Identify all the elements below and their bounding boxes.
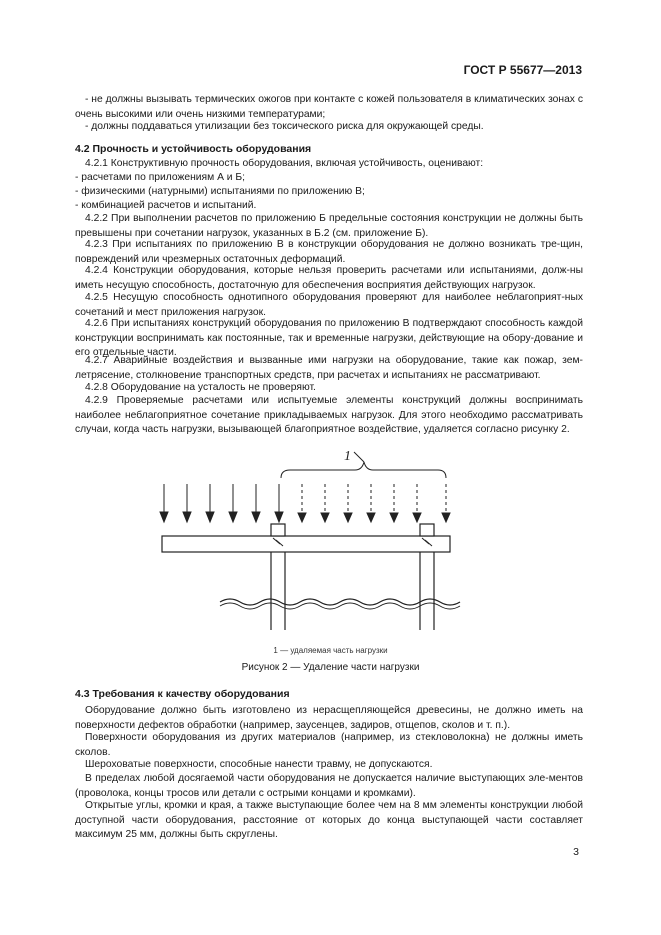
section-4-2-heading: 4.2 Прочность и устойчивость оборудования	[75, 143, 312, 155]
para-4-3-2: Поверхности оборудования из других материалов (например, из стекловолокна) не должны иметь сколов.	[75, 732, 583, 758]
bullet-calc: - расчетами по приложениям А и Б;	[75, 172, 246, 183]
solid-load-arrows	[160, 484, 283, 522]
para-4-2-4: 4.2.4 Конструкции оборудования, которые нельзя проверить расчетами или испытаниями, долж-ны иметь несущую способность, достаточную для обеспечения восприятия действующих нагрузок.	[75, 265, 583, 291]
standard-code: ГОСТ Р 55677—2013	[463, 63, 582, 77]
beam	[162, 536, 450, 552]
figure-note: 1 — удаляемая часть нагрузки	[273, 646, 388, 655]
page-number: 3	[573, 846, 579, 858]
para-4-2-7: 4.2.7 Аварийные воздействия и вызванные ими нагрузки на оборудование, такие как пожар, зем-летрясение, столкновение транспортных средств, при расчетах и испытаниях не рассматривают.	[75, 355, 583, 381]
para-4-2-5: 4.2.5 Несущую способность однотипного оборудования проверяют для наиболее неблагоприят-ных сочетаний и мест приложения нагрузок.	[75, 292, 583, 318]
intro-bullet-2: - должны поддаваться утилизации без токсического риска для окружающей среды.	[85, 121, 484, 132]
para-4-2-9: 4.2.9 Проверяемые расчетами или испытуемые элементы конструкций должны воспринимать наиболее неблагоприятное сочетание прикладываемых нагрузок. Для этого необходимо рассматривать случаи, когда часть нагрузки, вызывающей благоприятное воздействие, удаляется согласно рисунку 2.	[75, 395, 583, 436]
figure-load-removal	[150, 440, 480, 640]
para-4-2-1: 4.2.1 Конструктивную прочность оборудования, включая устойчивость, оценивают:	[85, 158, 484, 169]
bullet-tests: - физическими (натурными) испытаниями по приложению В;	[75, 186, 365, 197]
figure-caption: Рисунок 2 — Удаление части нагрузки	[241, 662, 420, 673]
bullet-combo: - комбинацией расчетов и испытаний.	[75, 200, 257, 211]
figure-label-1: 1	[344, 449, 351, 464]
para-4-3-3: Шероховатые поверхности, способные нанести травму, не допускаются.	[85, 759, 433, 770]
section-4-3-heading: 4.3 Требования к качеству оборудования	[75, 688, 290, 700]
para-4-3-5: Открытые углы, кромки и края, а также выступающие более чем на 8 мм элементы конструкции любой доступной части оборудования, расстояние от которых до конца выступающей части составляет максимум 25 мм, должны быть скруглены.	[75, 800, 583, 841]
brace-leader	[354, 452, 364, 462]
brace-bracket	[281, 462, 446, 478]
removed-load-arrows	[298, 484, 450, 522]
para-4-2-6: 4.2.6 При испытаниях конструкций оборудования по приложению В подтверждают способность каждой конструкции воспринимать как постоянные, так и временные нагрузки, действующие на обору-дование и его отдельные части.	[75, 318, 583, 359]
para-4-2-8: 4.2.8 Оборудование на усталость не проверяют.	[85, 382, 316, 393]
para-4-2-2: 4.2.2 При выполнении расчетов по приложению Б предельные состояния конструкции не должны быть превышены при сочетании нагрузок, указанных в Б.2 (см. приложение Б).	[75, 213, 583, 239]
para-4-3-1: Оборудование должно быть изготовлено из нерасщепляющейся древесины, не должно иметь на поверхности дефектов обработки (например, заусенцев, задиров, отщепов, сколов и т. п.).	[75, 705, 583, 731]
para-4-2-3: 4.2.3 При испытаниях по приложению В в конструкции оборудования не должно возникать тре-щин, повреждений или чрезмерных остаточных деформаций.	[75, 239, 583, 265]
para-4-3-4: В пределах любой досягаемой части оборудования не допускается наличие выступающих эле-ментов (проволока, концы тросов или детали с острыми концами и кромками).	[75, 773, 583, 799]
intro-bullet-1: - не должны вызывать термических ожогов при контакте с кожей пользователя в климатических зонах с очень высокими или очень низкими температурами;	[75, 94, 583, 120]
